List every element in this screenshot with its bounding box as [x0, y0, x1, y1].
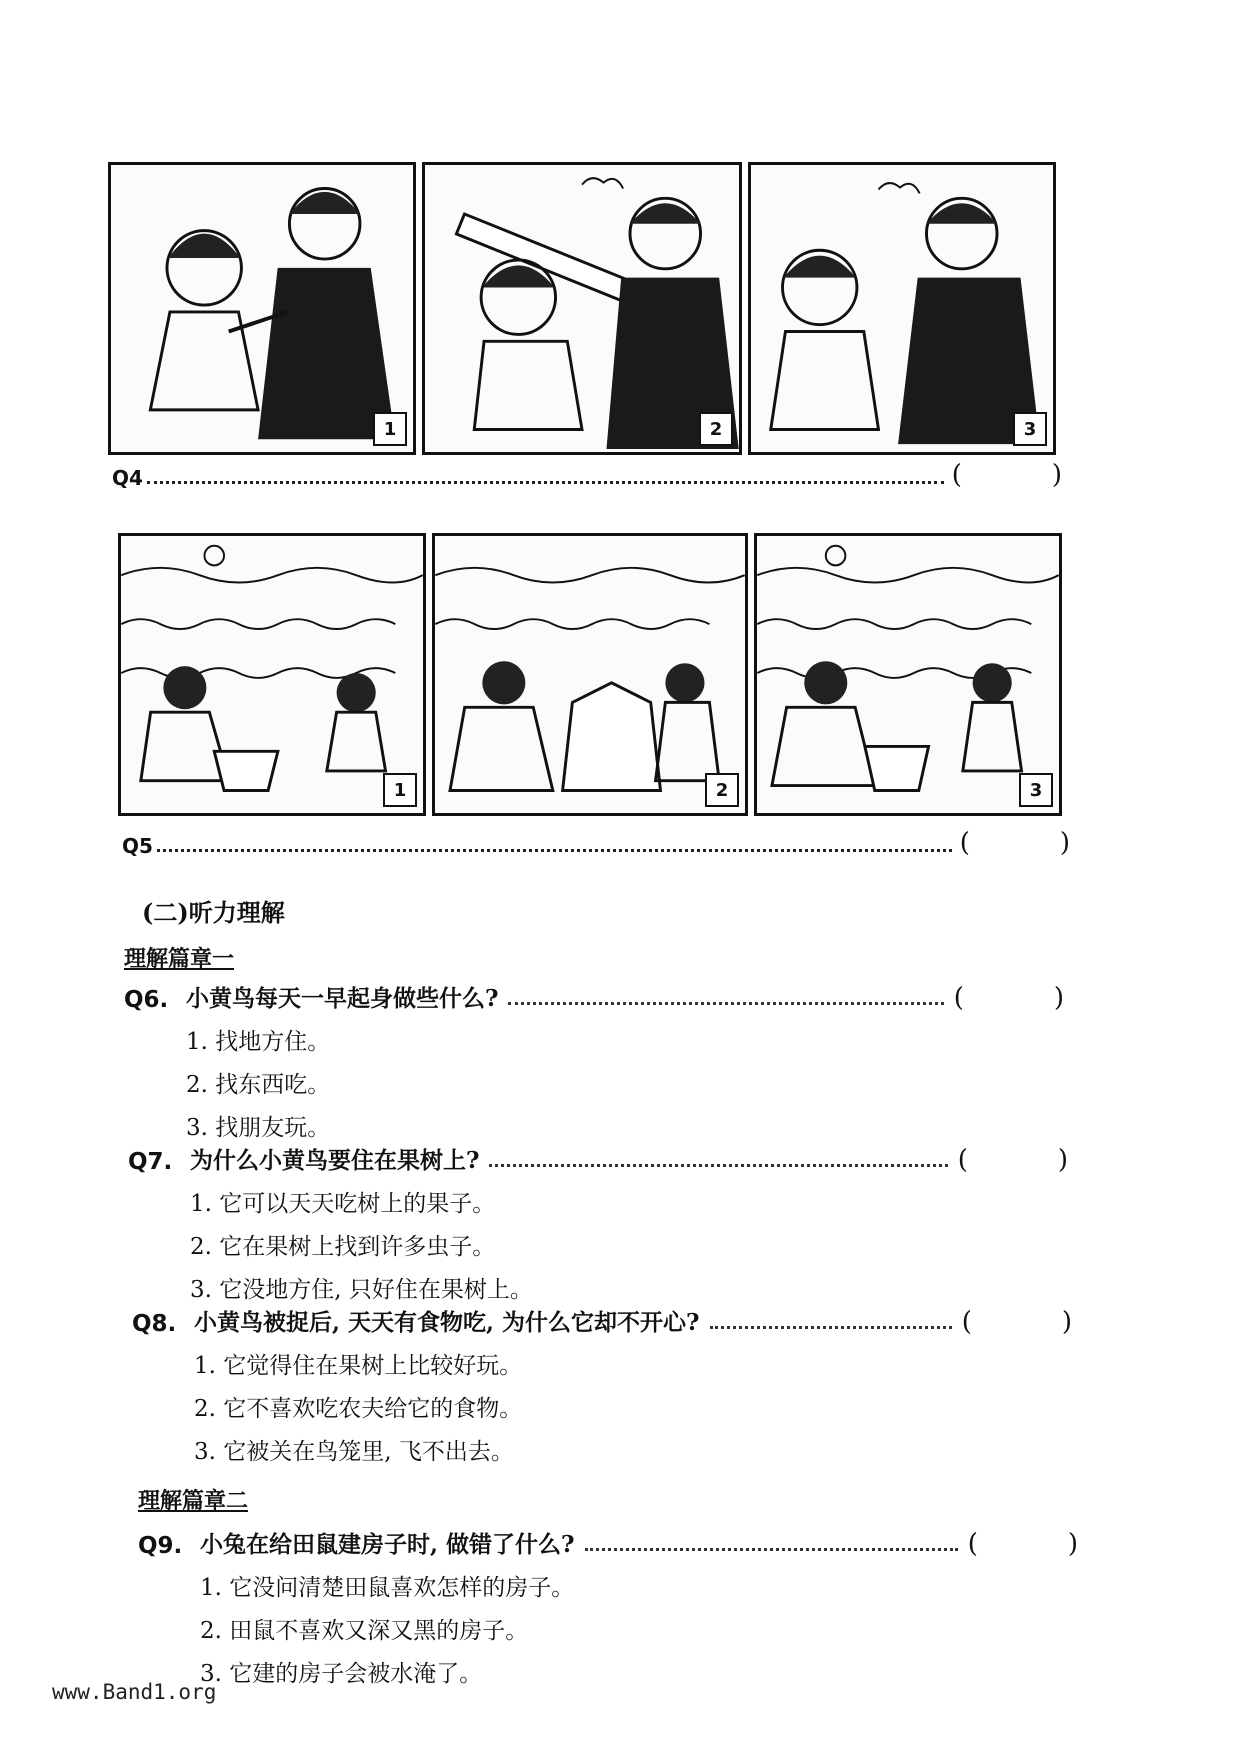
- answer-blank[interactable]: ( ): [967, 1529, 1078, 1559]
- panel-number: 3: [1019, 773, 1053, 807]
- question-label: Q5: [122, 834, 153, 858]
- option: 1. 它觉得住在果树上比较好玩。: [194, 1353, 523, 1379]
- comic-panel: [118, 533, 426, 816]
- question-text: 小黄鸟被捉后, 天天有食物吃, 为什么它却不开心?: [194, 1309, 700, 1336]
- comic-panel: [432, 533, 748, 816]
- panel-number: 2: [705, 773, 739, 807]
- question-number: Q7.: [128, 1149, 173, 1175]
- dotted-line: [157, 848, 952, 852]
- panel-number: 3: [1013, 412, 1047, 446]
- chapter-title: 理解篇章一: [124, 946, 235, 972]
- dotted-line: [585, 1548, 958, 1551]
- boy-with-ruler-illustration: [425, 165, 739, 452]
- question-number: Q8.: [132, 1311, 177, 1337]
- option: 2. 它在果树上找到许多虫子。: [190, 1234, 496, 1260]
- comic-panel: [422, 162, 742, 455]
- question-block: [132, 1304, 1072, 1466]
- panel-number: 2: [699, 412, 733, 446]
- question-number: Q6.: [124, 987, 169, 1013]
- answer-line-q4: [112, 460, 1062, 490]
- question-number: Q9.: [138, 1533, 183, 1559]
- option: 3. 找朋友玩。: [186, 1115, 331, 1141]
- comic-panel: [108, 162, 416, 455]
- answer-blank[interactable]: ( ): [959, 828, 1070, 858]
- comic-strip-q5: [118, 533, 1062, 816]
- option: 1. 它没问清楚田鼠喜欢怎样的房子。: [200, 1575, 575, 1601]
- question-block: [124, 980, 1064, 1142]
- footer-url: www.Band1.org: [52, 1680, 217, 1704]
- question-label: Q4: [112, 466, 143, 490]
- option: 2. 找东西吃。: [186, 1072, 331, 1098]
- answer-blank[interactable]: ( ): [953, 983, 1064, 1013]
- answer-line-q5: [122, 828, 1070, 858]
- panel-number: 1: [373, 412, 407, 446]
- dotted-line: [489, 1164, 947, 1167]
- boys-sharing-illustration: [111, 165, 413, 452]
- option: 2. 田鼠不喜欢又深又黑的房子。: [200, 1618, 529, 1644]
- dotted-line: [147, 480, 944, 484]
- answer-blank[interactable]: ( ): [961, 1307, 1072, 1337]
- question-block: [138, 1526, 1078, 1688]
- answer-blank[interactable]: ( ): [957, 1145, 1068, 1175]
- question-block: [128, 1142, 1068, 1304]
- panel-number: 1: [383, 773, 417, 807]
- section-title: (二)听力理解: [142, 898, 285, 927]
- beach-collecting-illustration: [121, 536, 423, 813]
- option: 3. 它被关在鸟笼里, 飞不出去。: [194, 1439, 514, 1465]
- option: 3. 它建的房子会被水淹了。: [200, 1661, 483, 1687]
- sandcastle-illustration: [435, 536, 745, 813]
- option: 3. 它没地方住, 只好住在果树上。: [190, 1277, 533, 1303]
- option: 2. 它不喜欢吃农夫给它的食物。: [194, 1396, 523, 1422]
- comic-strip-q4: [108, 162, 1056, 455]
- option: 1. 它可以天天吃树上的果子。: [190, 1191, 496, 1217]
- option: 1. 找地方住。: [186, 1029, 331, 1055]
- comic-panel: [748, 162, 1056, 455]
- question-text: 小兔在给田鼠建房子时, 做错了什么?: [200, 1531, 575, 1558]
- chapter-title: 理解篇章二: [138, 1488, 249, 1514]
- question-text: 小黄鸟每天一早起身做些什么?: [186, 985, 499, 1012]
- question-text: 为什么小黄鸟要住在果树上?: [190, 1147, 480, 1174]
- boys-arguing-illustration: [751, 165, 1053, 452]
- comic-panel: [754, 533, 1062, 816]
- beach-bucket-illustration: [757, 536, 1059, 813]
- dotted-line: [508, 1002, 943, 1005]
- dotted-line: [710, 1326, 952, 1329]
- answer-blank[interactable]: ( ): [951, 460, 1062, 490]
